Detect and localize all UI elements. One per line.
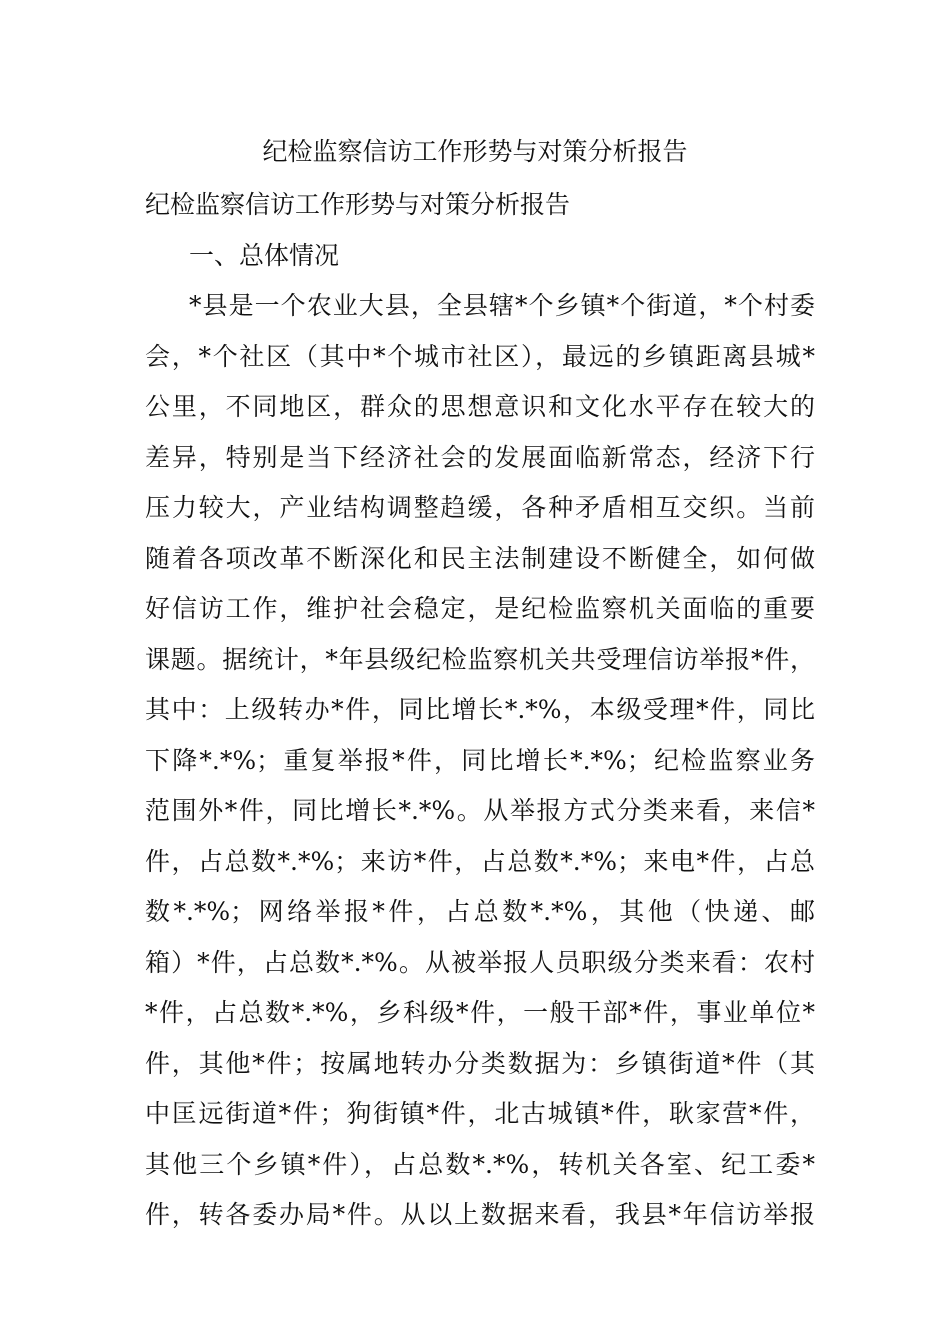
- paragraph-line: 其他三个乡镇*件），占总数*.*%，转机关各室、纪工委*: [145, 1149, 815, 1179]
- paragraph-line: 数*.*%；网络举报*件，占总数*.*%，其他（快递、邮: [145, 897, 815, 926]
- paragraph-line: 件，转各委办局*件。从以上数据来看，我县*年信访举报: [145, 1200, 815, 1229]
- paragraph-line: 会，*个社区（其中*个城市社区），最远的乡镇距离县城*: [145, 341, 815, 371]
- paragraph-line: *件，占总数*.*%，乡科级*件，一般干部*件，事业单位*: [145, 998, 815, 1027]
- paragraph-line: 箱）*件，占总数*.*%。从被举报人员职级分类来看：农村: [145, 947, 815, 977]
- paragraph-line: 范围外*件，同比增长*.*%。从举报方式分类来看，来信*: [145, 796, 815, 825]
- paragraph-line: 件，其他*件；按属地转办分类数据为：乡镇街道*件（其: [145, 1048, 815, 1078]
- paragraph-line: 下降*.*%；重复举报*件，同比增长*.*%；纪检监察业务: [145, 745, 815, 775]
- document-title: 纪检监察信访工作形势与对策分析报告: [262, 137, 688, 166]
- paragraph-line: 压力较大，产业结构调整趋缓，各种矛盾相互交织。当前: [145, 493, 815, 522]
- paragraph-line: 其中：上级转办*件，同比增长*.*%，本级受理*件，同比: [145, 695, 815, 724]
- paragraph-line: 中匡远街道*件；狗街镇*件，北古城镇*件，耿家营*件，: [145, 1099, 815, 1128]
- document-subtitle: 纪检监察信访工作形势与对策分析报告: [145, 190, 571, 219]
- paragraph-line: 随着各项改革不断深化和民主法制建设不断健全，如何做: [145, 543, 815, 573]
- paragraph-line: 差异，特别是当下经济社会的发展面临新常态，经济下行: [145, 442, 815, 472]
- section-heading: 一、总体情况: [189, 240, 340, 270]
- body-paragraph: [145, 281, 815, 1241]
- paragraph-line: 公里，不同地区，群众的思想意识和文化水平存在较大的: [145, 392, 815, 421]
- document-body: [145, 180, 815, 1241]
- paragraph-line: 好信访工作，维护社会稳定，是纪检监察机关面临的重要: [145, 594, 815, 623]
- paragraph-line: 课题。据统计，*年县级纪检监察机关共受理信访举报*件，: [145, 644, 815, 674]
- paragraph-line: 件，占总数*.*%；来访*件，占总数*.*%；来电*件，占总: [145, 846, 815, 876]
- paragraph-line: *县是一个农业大县，全县辖*个乡镇*个街道，*个村委: [189, 291, 815, 320]
